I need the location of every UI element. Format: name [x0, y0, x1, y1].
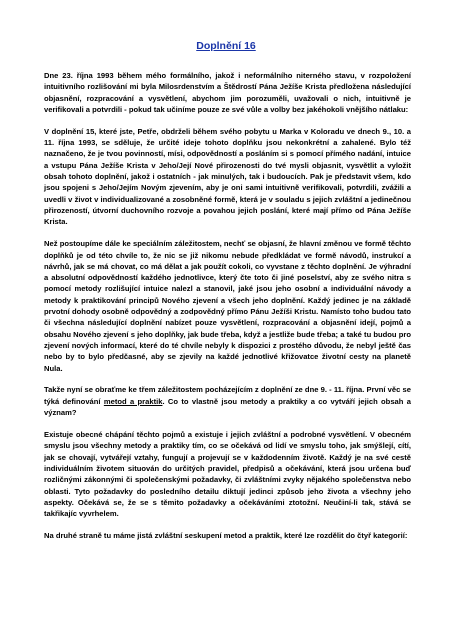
paragraph-2: V doplnění 15, které jste, Petře, obdrželi během svého pobytu u Marka v Koloradu ve dnech 9., 10. a 11. října 1993, se sděluje, že určité ideje tohoto doplňku jsou nekonkrétní a zahalené. Bylo též naznačeno, že je tvou povinností, mísi, odpovědností a posláním si s pomocí přímého nadání, intuice a vstupu Pána Ježíše Krista v Jeho/Její Nové přirozenosti do tvé mysli objasnit, vysvětlit a vyložit obsah tohoto doplnění, jakož i ostatních - jak minulých, tak i budoucích. Pak je představit všem, kdo jsou spojeni s Jeho/Jejím Novým zjevením, aby je oni sami intuitivně verifikovali, potvrdili, zvážili a uvedli v život v individualizované a zosobněné formě, která je v souladu s jejich zvláštní a jedinečnou přirozeností, útvorní duchovního rozvoje a povahou jejich poslání, které mají přímo od Pána Ježíše Krista. — [44, 126, 411, 227]
paragraph-3: Než postoupíme dále ke speciálním záležitostem, nechť se objasní, že hlavní změnou ve formě těchto doplňků je od této chvíle to, že nic se již nikomu nebude předkládat ve formě návodů, instrukcí a návrhů, jak se má chovat, co má dělat a jak použít cokoli, co vyvstane z těchto doplnění. Je výhradní a absolutní odpovědností každého jednotlivce, který čte toto či jiné poselství, aby ze svého nitra s pomocí metody rozlišující intuice nalezl a stanovil, jaké jsou jeho osobní a individuální návody a metody k praktikování principů Nového zjevení a všech jeho doplnění. Každý jedinec je na základě prvotní dohody osobně odpovědný a zodpovědný přímo Pánu Ježíši Kristu. Namísto toho budou tato či všechna následující doplnění nabízet pouze vysvětlení, rozpracování a objasnění idejí, pojmů a obsahu Nového zjevení s jeho doplňky, jak bude třeba, když a jestliže bude třeba; a také tu budou pro zjevení nových informací, které do té chvíle nebyly k dispozici z prostého důvodu, že nebyl ještě čas nebo by to bylo předčasné, aby se zjevily na každé jednotlivé křižovatce životní cesty na planetě Nula. — [44, 239, 411, 373]
paragraph-4-text-end: . Co to vlastně jsou metody a praktiky a co vytváří jejich obsah a význam? — [44, 396, 411, 418]
paragraph-5: Existuje obecné chápání těchto pojmů a existuje i jejich zvláštní a podrobné vysvětlení. V obecném smyslu jsou všechny metody a praktiky tím, co se očekává od lidí ve smyslu toho, jak smýšlejí, cítí, jak se chovají, vytvářejí vztahy, fungují a projevují se v každodenním životě. Každý je na své cestě individuálním životem situován do určitých pravidel, předpisů a očekávání, která jsou určena buď rozličnými zákonnými či společenskými požadavky, či zvláštními zvyky nějakého společenstva nebo oblasti. Tyto požadavky do posledního detailu diktují jedinci způsob jeho života a všechny jeho aspekty. Očekává se, že se s těmito požadavky a očekáváními ztotožní. Neučiní-li tak, stává se takřikajíc vyvrhelem. — [44, 430, 411, 519]
methods-and-practices-underlined: metod a praktik — [103, 396, 163, 406]
paragraph-4 — [44, 384, 411, 418]
paragraph-4-text-start: Takže nyní se obraťme ke třem záležitostem pocházejícím z doplnění ze dne 9. - 11. října. První věc se týká definování — [44, 385, 411, 406]
paragraph-1: Dne 23. října 1993 během mého formálního, jakož i neformálního niterného stavu, v rozpoložení intuitivního rozlišování mi byla Milosrdenstvím a Štědrostí Pána Ježíše Krista předložena následující objasnění, rozpracování a vysvětlení, abychom jim porozuměli, uvažovali o nich, intuitivně je verifikovali a potvrdili - pokud tak učiníme pouze ze své vůle a volby bez jakéhokoli vnějšího nátlaku: — [44, 71, 411, 114]
document-body — [44, 70, 411, 541]
paragraph-6: Na druhé straně tu máme jistá zvláštní seskupení metod a praktik, které lze rozdělit do čtyř kategorií: — [44, 531, 408, 541]
page-title: Doplnění 16 — [196, 40, 256, 52]
